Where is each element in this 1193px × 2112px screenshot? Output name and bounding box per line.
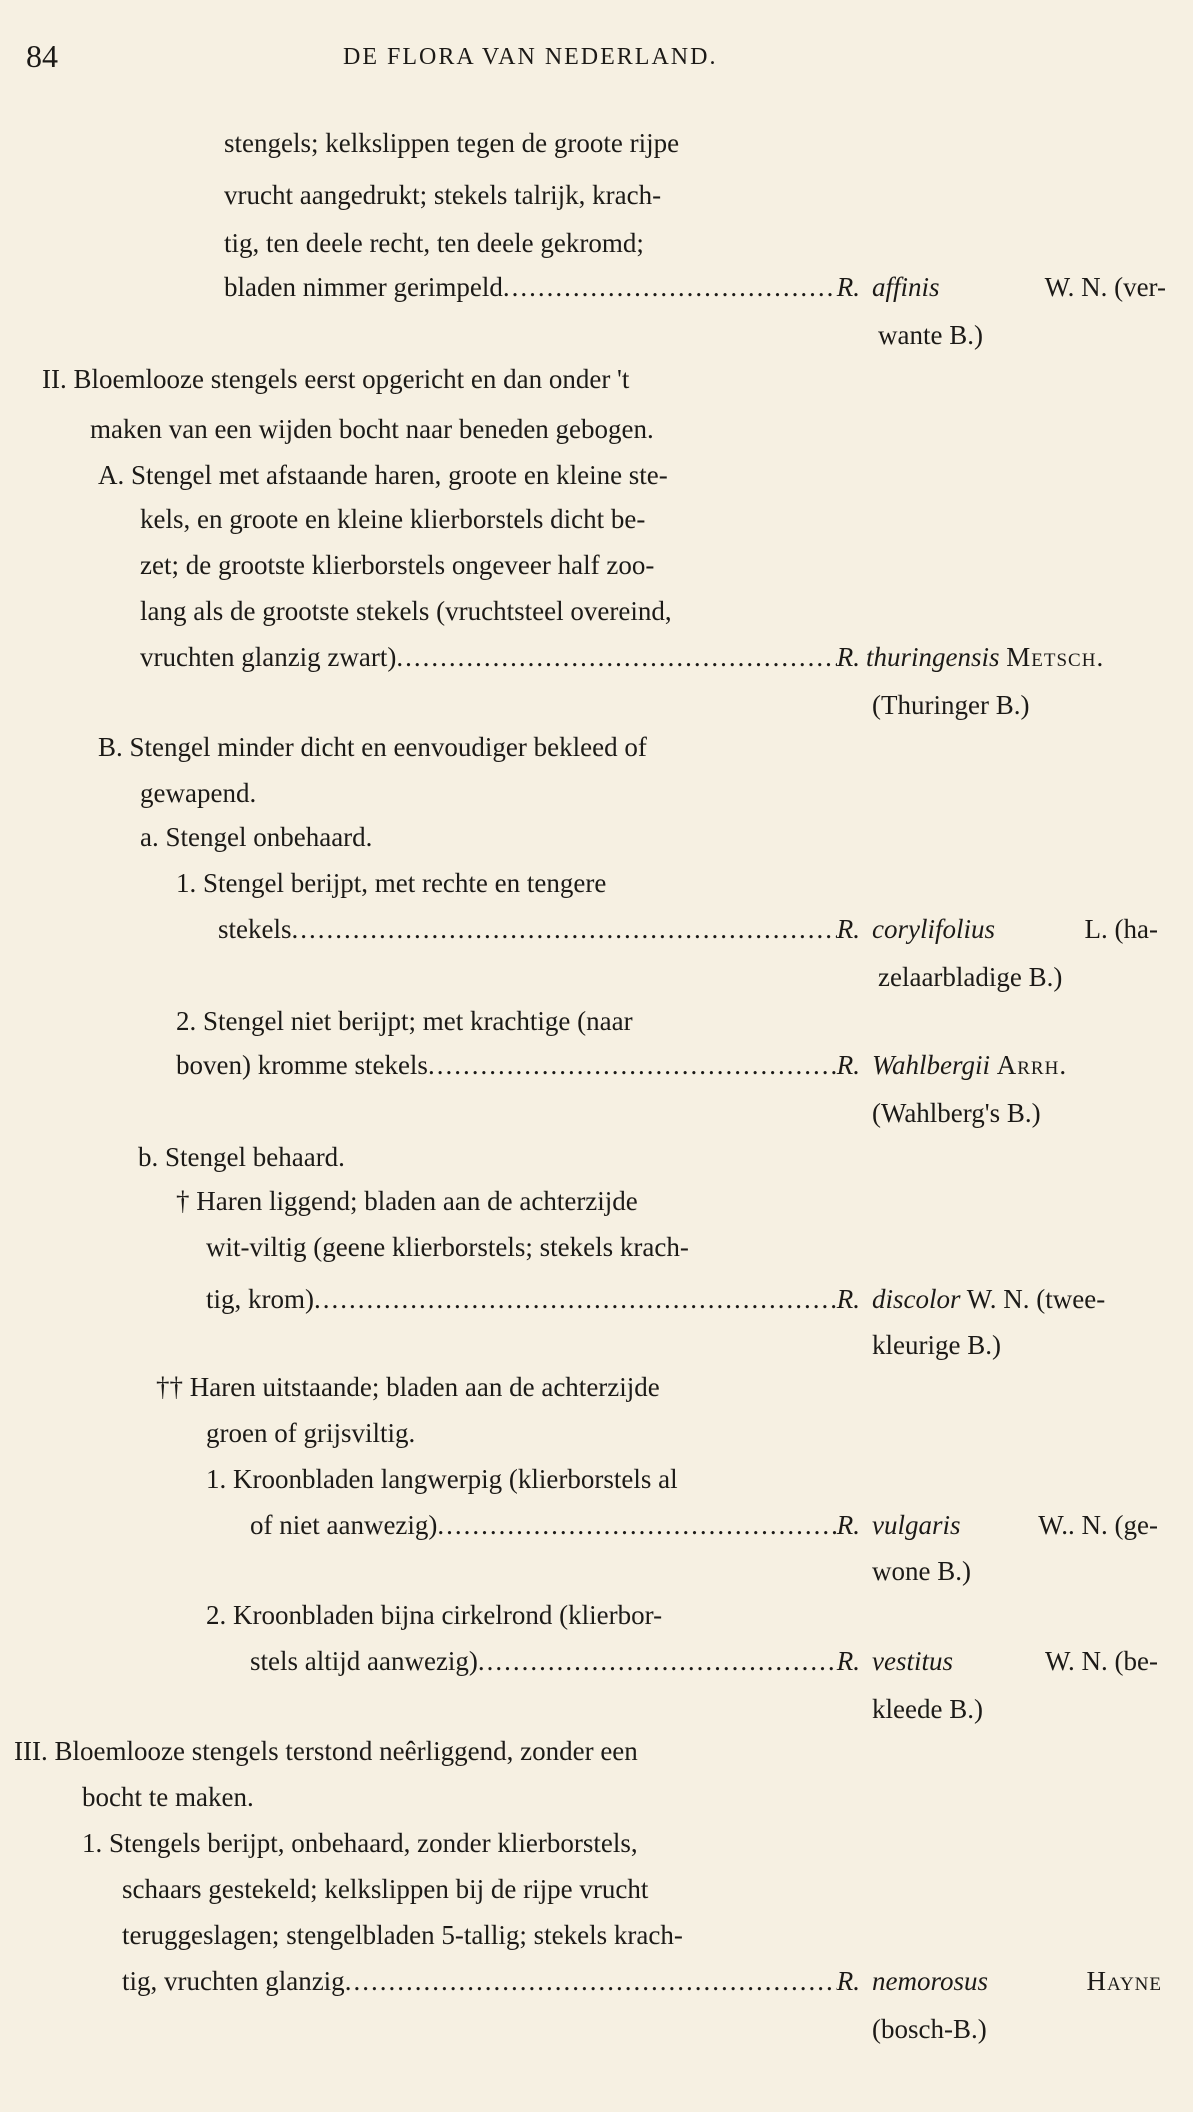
text-line: III. Bloemlooze stengels terstond neêrliggend, zonder een (14, 1736, 638, 1766)
text-line: 1. Stengel berijpt, met rechte en tengere (176, 868, 607, 898)
genus-abbrev: R. (836, 1510, 860, 1540)
species-name (872, 912, 1158, 946)
text-line: zet; de grootste klierborstels ongeveer half zoo- (140, 550, 655, 580)
key-line-leader (224, 270, 860, 304)
running-title: DE FLORA VAN NEDERLAND. (343, 44, 718, 70)
text-line: b. Stengel behaard. (138, 1142, 345, 1172)
species-epithet: Wahlbergii (872, 1050, 991, 1080)
species-authority: L. (ha- (1084, 914, 1158, 944)
text-line: lang als de grootste stekels (vruchtsteel overeind, (140, 596, 672, 626)
species-authority: Metsch. (1006, 642, 1105, 672)
species-authority: W. N. (be- (1045, 1646, 1158, 1676)
text-line: II. Bloemlooze stengels eerst opgericht en dan onder 't (42, 364, 630, 394)
key-line-leader (250, 1644, 860, 1678)
leader-text: bladen nimmer gerimpeld (224, 272, 503, 302)
genus-abbrev: R. (836, 272, 860, 302)
text-line: A. Stengel met afstaande haren, groote en kleine ste- (98, 460, 668, 490)
species-name (872, 1048, 1067, 1082)
common-name: kleede B.) (872, 1694, 983, 1724)
common-name: (Thuringer B.) (872, 690, 1030, 720)
leader-text: stekels (218, 914, 292, 944)
text-line: 1. Stengels berijpt, onbehaard, zonder klierborstels, (82, 1828, 638, 1858)
species-name (872, 1508, 1158, 1542)
leader-dots (478, 1644, 837, 1678)
species-name (872, 1282, 1105, 1316)
species-name (872, 270, 1166, 304)
species-epithet: vulgaris (872, 1510, 961, 1540)
leader-text: stels altijd aanwezig) (250, 1646, 478, 1676)
common-name: zelaarbladige B.) (878, 962, 1063, 992)
leader-text: boven) kromme stekels (176, 1050, 428, 1080)
genus-abbrev: R. (836, 1050, 860, 1080)
leader-text: vruchten glanzig zwart) (140, 642, 397, 672)
leader-text: tig, vruchten glanzig (122, 1966, 345, 1996)
text-line: †† Haren uitstaande; bladen aan de achterzijde (156, 1372, 660, 1402)
species-authority: Hayne (1086, 1966, 1162, 1996)
key-line-leader (140, 640, 860, 674)
key-line-leader (176, 1048, 860, 1082)
text-line: 1. Kroonbladen langwerpig (klierborstels al (206, 1464, 678, 1494)
species-epithet: thuringensis (866, 642, 1000, 672)
species-epithet: nemorosus (872, 1966, 989, 1996)
leader-text: tig, krom) (206, 1284, 314, 1314)
genus-abbrev: R. (836, 914, 860, 944)
text-line: 2. Stengel niet berijpt; met krachtige (naar (176, 1006, 633, 1036)
common-name: kleurige B.) (872, 1330, 1001, 1360)
text-line: tig, ten deele recht, ten deele gekromd; (224, 228, 644, 258)
species-name (872, 1964, 1162, 1998)
species-name (866, 640, 1104, 674)
common-name: wante B.) (878, 320, 983, 350)
leader-dots (292, 912, 837, 946)
page-number: 84 (26, 38, 58, 74)
species-name (872, 1644, 1158, 1678)
species-authority: W.. N. (ge- (1038, 1510, 1158, 1540)
leader-dots (396, 640, 836, 674)
leader-text: of niet aanwezig) (250, 1510, 438, 1540)
species-epithet: corylifolius (872, 914, 995, 944)
text-line: a. Stengel onbehaard. (140, 822, 373, 852)
key-line-leader (250, 1508, 860, 1542)
genus-abbrev: R. (836, 642, 860, 672)
genus-abbrev: R. (836, 1284, 860, 1314)
leader-dots (428, 1048, 837, 1082)
text-line: kels, en groote en kleine klierborstels dicht be- (140, 504, 646, 534)
key-line-leader (122, 1964, 860, 1998)
text-line: groen of grijsviltig. (206, 1418, 416, 1448)
species-epithet: discolor (872, 1284, 961, 1314)
genus-abbrev: R. (836, 1646, 860, 1676)
text-line: teruggeslagen; stengelbladen 5-tallig; stekels krach- (122, 1920, 683, 1950)
text-line: stengels; kelkslippen tegen de groote rijpe (224, 128, 680, 158)
leader-dots (345, 1964, 837, 1998)
text-line: gewapend. (140, 778, 257, 808)
text-line: maken van een wijden bocht naar beneden gebogen. (90, 414, 654, 444)
text-line: 2. Kroonbladen bijna cirkelrond (klierbor- (206, 1600, 663, 1630)
species-epithet: vestitus (872, 1646, 953, 1676)
common-name: (Wahlberg's B.) (872, 1098, 1041, 1128)
leader-dots (503, 270, 837, 304)
common-name: (bosch-B.) (872, 2014, 987, 2044)
text-line: † Haren liggend; bladen aan de achterzijde (176, 1186, 638, 1216)
text-line: schaars gestekeld; kelkslippen bij de rijpe vrucht (122, 1874, 649, 1904)
species-authority: W. N. (ver- (1044, 272, 1166, 302)
text-line: vrucht aangedrukt; stekels talrijk, krach- (224, 180, 662, 210)
text-line: B. Stengel minder dicht en eenvoudiger bekleed of (98, 732, 647, 762)
text-line: bocht te maken. (82, 1782, 254, 1812)
key-line-leader (218, 912, 860, 946)
genus-abbrev: R. (836, 1966, 860, 1996)
species-authority: W. N. (twee- (966, 1284, 1106, 1314)
species-authority: Arrh. (996, 1050, 1068, 1080)
key-line-leader (206, 1282, 860, 1316)
leader-dots (314, 1282, 837, 1316)
text-line: wit-viltig (geene klierborstels; stekels krach- (206, 1232, 689, 1262)
species-epithet: affinis (872, 272, 940, 302)
common-name: wone B.) (872, 1556, 971, 1586)
leader-dots (437, 1508, 836, 1542)
